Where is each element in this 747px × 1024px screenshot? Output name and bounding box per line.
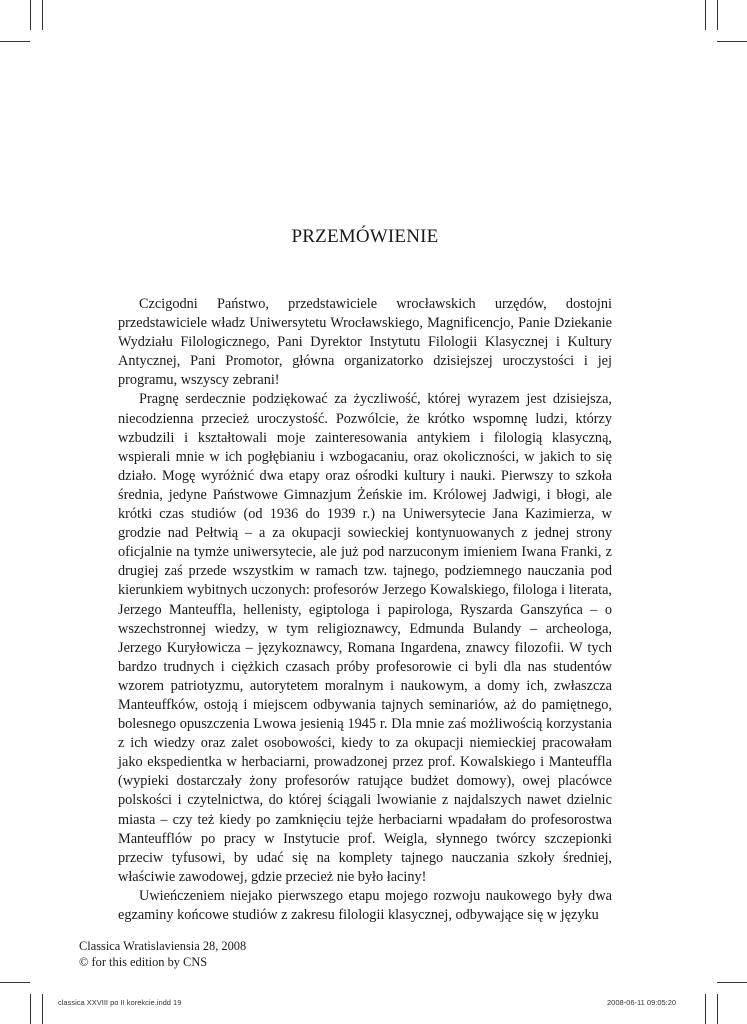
crop-mark	[30, 0, 31, 30]
crop-mark	[30, 994, 31, 1024]
crop-mark	[705, 994, 706, 1024]
crop-mark	[717, 982, 747, 983]
crop-mark	[705, 0, 706, 30]
copyright-notice: © for this edition by CNS	[79, 955, 208, 969]
page-title: PRZEMÓWIENIE	[291, 226, 439, 247]
crop-mark	[717, 994, 718, 1024]
slug-filename: classica XXVIII po II korekcie.indd 19	[58, 998, 182, 1007]
body-text	[118, 295, 612, 925]
paragraph: Pragnę serdecznie podziękować za życzliwość, której wyrazem jest dzisiejsza, niecodzienna przecież uroczystość. Pozwólcie, że krótko wspomnę ludzi, którzy wzbudzili i kształtowali moje zainteresowania antykiem i filologią klasyczną, wspierali mnie w ich pogłębianiu i wzbogacaniu, oraz okoliczności, w jakich to się działo. Mogę wyróżnić dwa etapy oraz ośrodki kultury i nauki. Pierwszy to szkoła średnia, jedyne Państwowe Gimnazjum Żeńskie im. Królowej Jadwigi, i błogi, ale krótki czas studiów (od 1936 do 1939 r.) na Uniwersytecie Jana Kazimierza, w grodzie nad Pełtwią – a za okupacji sowieckiej kontynuowanych z jednej strony oficjalnie na tymże uniwersytecie, ale już pod narzuconym imieniem Iwana Franki, z drugiej zaś przede wszystkim w ramach tzw. tajnego, podziemnego nauczania pod kierunkiem wybitnych uczonych: profesorów Jerzego Kowalskiego, filologa i literata, Jerzego Manteuffla, hellenisty, egiptologa i papirologa, Ryszarda Ganszyńca – o wszechstronnej wiedzy, w tym religioznawcy, Edmunda Bulandy – archeologa, Jerzego Kuryłowicza – językoznawcy, Romana Ingardena, znawcy filozofii. W tych bardzo trudnych i ciężkich czasach próby profesorowie ci byli dla nas studentów wzorem patriotyzmu, autorytetem moralnym i naukowym, a domy ich, zwłaszcza Manteuffków, ostoją i miejscem odbywania tajnych seminariów, aż do pamiętnego, bolesnego opuszczenia Lwowa jesienią 1945 r. Dla mnie zaś możliwością korzystania z ich wiedzy oraz zalet osobowości, kiedy to za okupacji niemieckiej pracowałam jako ekspedientka w herbaciarni, prowadzonej przez prof. Kowalskiego i Manteuffla (wypieki dostarczały żony profesorów ratujące budżet domowy), owej placówce polskości i czytelnictwa, do której ściągali lwowianie z najdalszych nawet dzielnic miasta – czy też kiedy po zamknięciu tejże herbaciarni wpadałam do profesorostwa Manteufflów po pracy w Instytucie prof. Weigla, słynnego twórcy szczepionki przeciw tyfusowi, by udać się na komplety tajnego nauczania szkoły średniej, właściwie zawodowej, gdzie przecież nie było łaciny!	[118, 391, 612, 885]
paragraph: Uwieńczeniem niejako pierwszego etapu mojego rozwoju naukowego były dwa egzaminy końcowe studiów z zakresu filologii klasycznej, odbywające się w języku	[118, 887, 612, 923]
crop-mark	[0, 41, 30, 42]
journal-citation: Classica Wratislaviensia 28, 2008	[79, 939, 247, 953]
crop-mark	[42, 0, 43, 30]
crop-mark	[717, 0, 718, 30]
crop-mark	[717, 41, 747, 42]
crop-mark	[0, 982, 30, 983]
crop-mark	[42, 994, 43, 1024]
paragraph: Czcigodni Państwo, przedstawiciele wrocławskich urzędów, dostojni przedstawiciele władz Uniwersytetu Wrocławskiego, Magnificencjo, Panie Dziekanie Wydziału Filologicznego, Pani Dyrektor Instytutu Filologii Klasycznej i Kultury Antycznej, Pani Promotor, główna organizatorko dzisiejszej uroczystości i jej programu, wszyscy zebrani!	[118, 296, 612, 389]
slug-datetime: 2008-06-11 09:05:20	[607, 998, 677, 1007]
page-footer	[79, 938, 246, 970]
